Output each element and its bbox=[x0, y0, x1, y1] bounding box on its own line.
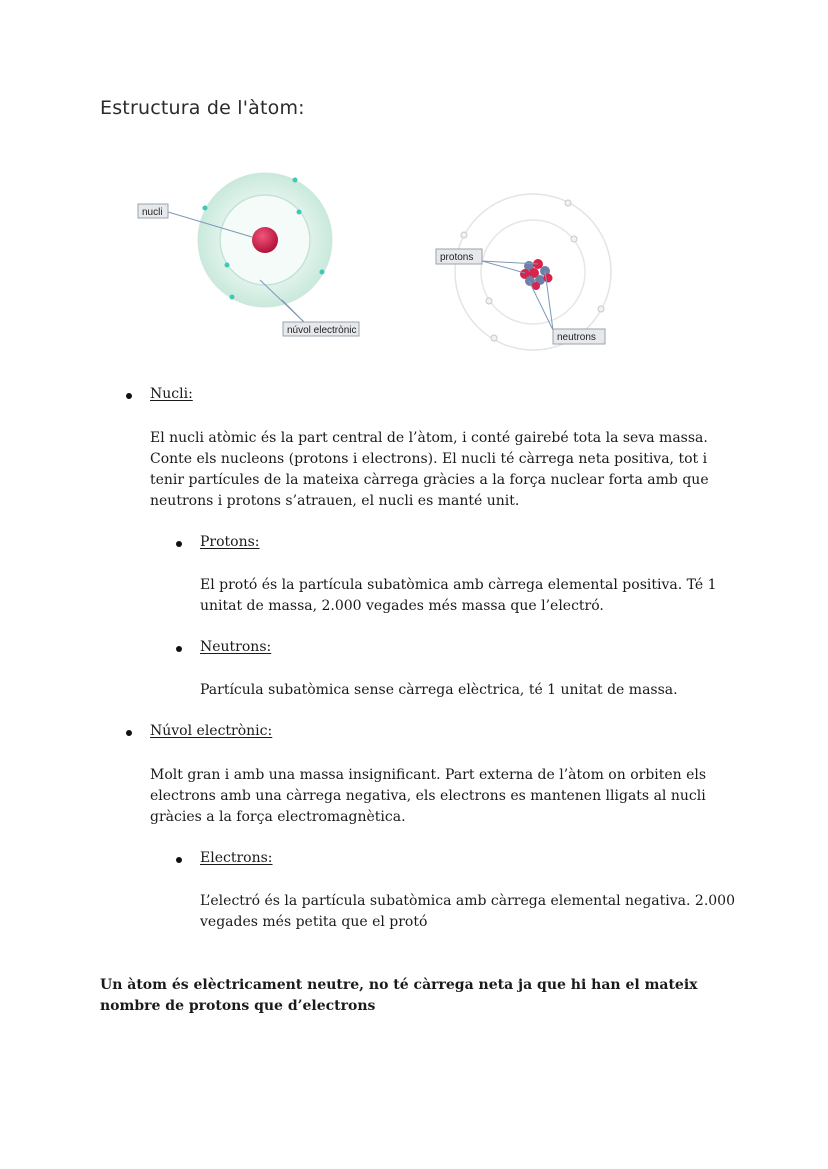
electron-dot bbox=[297, 210, 302, 215]
bullet-electrons bbox=[176, 857, 182, 863]
heading-nuvol: Núvol electrònic: bbox=[150, 723, 273, 739]
heading-protons: Protons: bbox=[200, 534, 260, 550]
cloud-pointer bbox=[282, 300, 305, 323]
electron-dot bbox=[571, 236, 577, 242]
electron-dot bbox=[203, 206, 208, 211]
nucleus-sphere bbox=[252, 227, 278, 253]
heading-nucli: Nucli: bbox=[150, 386, 193, 402]
bullet-nucli bbox=[126, 393, 132, 399]
atom-diagrams bbox=[120, 160, 640, 360]
left-atom bbox=[138, 173, 359, 336]
right-atom bbox=[436, 194, 611, 350]
bullet-protons bbox=[176, 541, 182, 547]
nucleus-label: nucli bbox=[142, 207, 163, 218]
paragraph-nucli: El nucli atòmic és la part central de l’àtom, i conté gairebé tota la seva massa. Conte els nucleons (protons i electrons). El nucli té càrrega neta positiva, tot i tenir partícules de la mateixa càrrega gràcies a la força nuclear forta amb que neutrons i protons s’atrauen, el nucli es manté unit. bbox=[150, 430, 709, 509]
heading-neutrons: Neutrons: bbox=[200, 639, 272, 655]
bullet-nuvol bbox=[126, 730, 132, 736]
atom-figure bbox=[120, 160, 640, 360]
protons-label: protons bbox=[440, 252, 474, 263]
neutrons-label: neutrons bbox=[557, 332, 596, 343]
page-title: Estructura de l'àtom: bbox=[100, 97, 305, 119]
electron-dot bbox=[320, 270, 325, 275]
electron-dot bbox=[225, 263, 230, 268]
electron-dot bbox=[565, 200, 571, 206]
bullet-neutrons bbox=[176, 646, 182, 652]
cloud-label: núvol electrònic bbox=[287, 325, 357, 336]
paragraph-neutrons: Partícula subatòmica sense càrrega elèctrica, té 1 unitat de massa. bbox=[200, 682, 678, 698]
electron-dot bbox=[598, 306, 604, 312]
electron-dot bbox=[293, 178, 298, 183]
paragraph-protons: El protó és la partícula subatòmica amb càrrega elemental positiva. Té 1 unitat de massa, 2.000 vegades més massa que l’electró. bbox=[200, 577, 717, 614]
conclusion-statement: Un àtom és elèctricament neutre, no té càrrega neta ja que hi han el mateix nombre de protons que d’electrons bbox=[100, 977, 698, 1014]
proton-ball bbox=[544, 274, 553, 283]
electron-dot bbox=[486, 298, 492, 304]
electron-dot bbox=[230, 295, 235, 300]
paragraph-nuvol: Molt gran i amb una massa insignificant. Part externa de l’àtom on orbiten els electrons amb una càrrega negativa, els electrons es mantenen lligats al nucli gràcies a la força electromagnètica. bbox=[150, 767, 707, 825]
electron-dot bbox=[491, 335, 497, 341]
heading-electrons: Electrons: bbox=[200, 850, 273, 866]
paragraph-electrons: L’electró és la partícula subatòmica amb càrrega elemental negativa. 2.000 vegades més petita que el protó bbox=[200, 893, 735, 930]
electron-dot bbox=[461, 232, 467, 238]
